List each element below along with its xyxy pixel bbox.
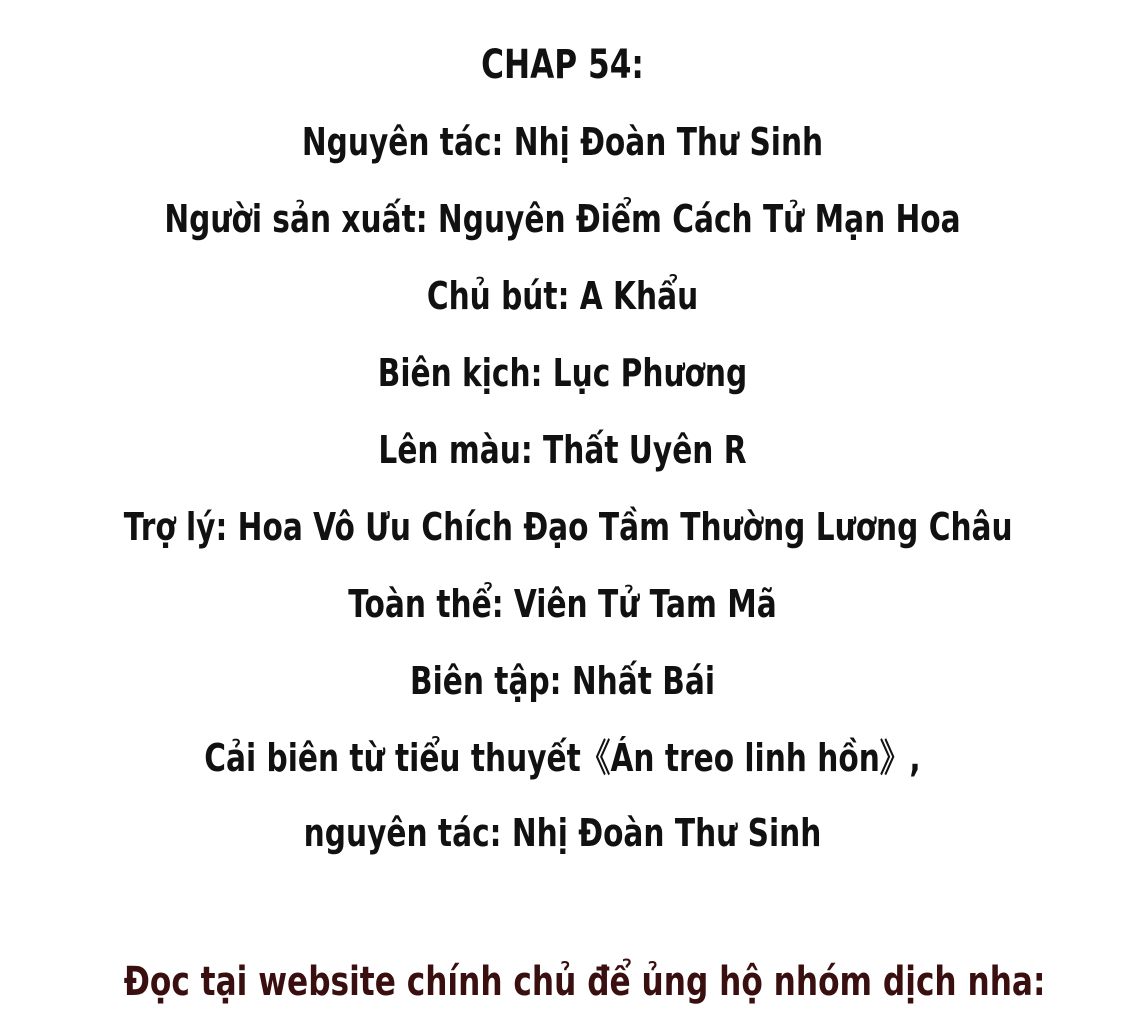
credit-adaptation: Cải biên từ tiểu thuyết《Án treo linh hồn》, bbox=[204, 736, 921, 780]
support-message: Đọc tại website chính chủ để ủng hộ nhóm dịch nha: bbox=[123, 959, 1046, 1005]
chapter-title: CHAP 54: bbox=[481, 42, 644, 88]
credit-producer: Người sản xuất: Nguyên Điểm Cách Tử Mạn Hoa bbox=[164, 197, 961, 241]
credit-editor: Biên tập: Nhất Bái bbox=[409, 659, 715, 703]
credit-original-author: Nguyên tác: Nhị Đoàn Thư Sinh bbox=[301, 120, 824, 164]
credit-screenwriter: Biên kịch: Lục Phương bbox=[377, 351, 748, 395]
credit-assistants: Trợ lý: Hoa Vô Ưu Chích Đạo Tầm Thường Lương Châu bbox=[123, 505, 1013, 549]
credit-lead-artist: Chủ bút: A Khẩu bbox=[426, 274, 699, 318]
credit-novel-author: nguyên tác: Nhị Đoàn Thư Sinh bbox=[303, 811, 822, 855]
credit-colorist: Lên màu: Thất Uyên R bbox=[378, 428, 747, 472]
credit-team: Toàn thể: Viên Tử Tam Mã bbox=[348, 582, 777, 626]
